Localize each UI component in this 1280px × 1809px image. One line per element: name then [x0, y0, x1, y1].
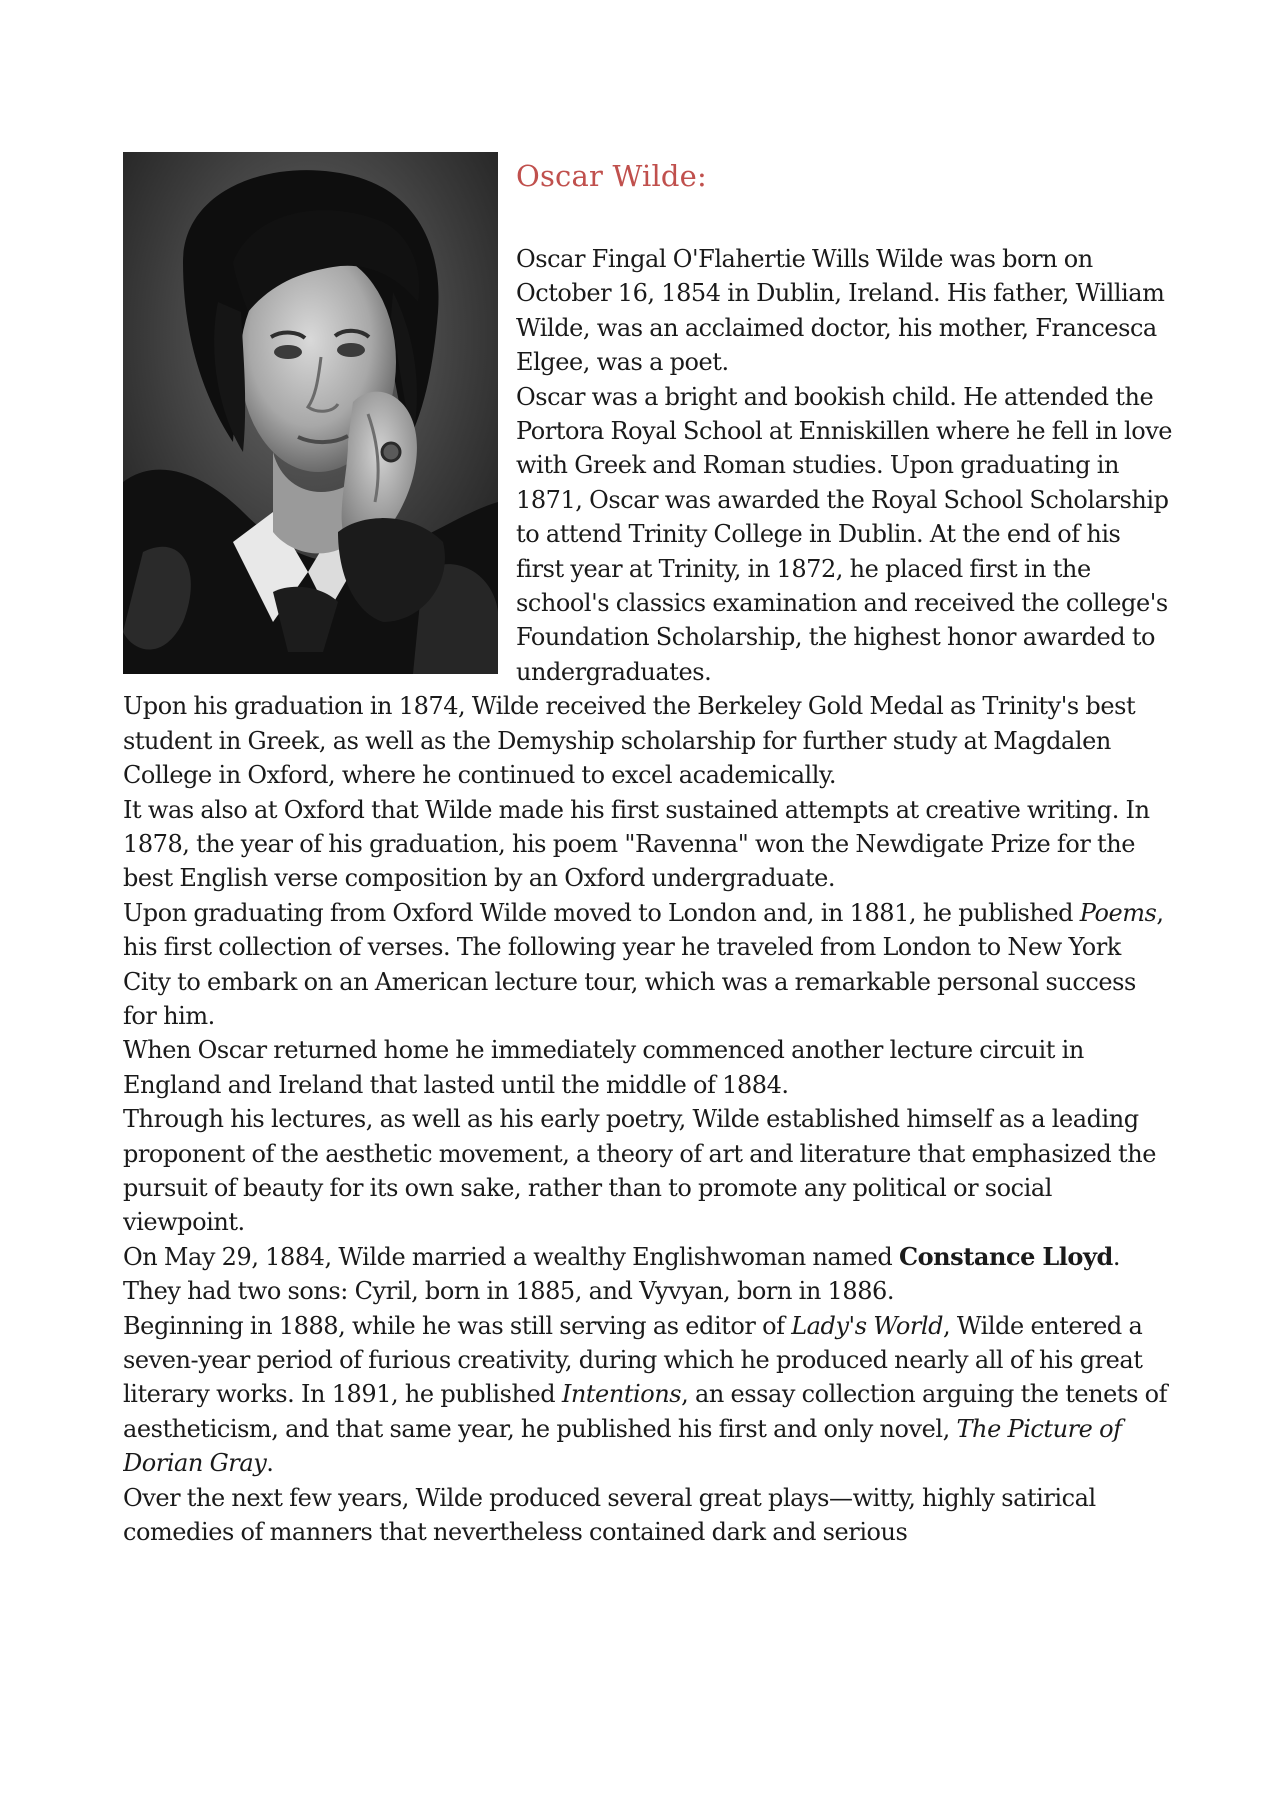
paragraph-8-text-a: On May 29, 1884, Wilde married a wealthy Englishwoman named	[123, 1242, 899, 1271]
paragraph-8	[123, 1240, 1173, 1309]
paragraph-9-text-c: , an essay collection arguing the tenets of aestheticism, and that same year, he published his first and only novel,	[123, 1380, 1168, 1443]
document-page	[123, 152, 1173, 1772]
paragraph-9-text-d: .	[266, 1449, 274, 1478]
page-title: Oscar Wilde:	[516, 159, 708, 193]
portrait-image	[123, 152, 498, 674]
paragraph-5	[123, 896, 1173, 1034]
paragraph-3: Upon his graduation in 1874, Wilde received the Berkeley Gold Medal as Trinity's best student in Greek, as well as the Demyship scholarship for further study at Magdalen College in Oxford, where he continued to excel academically.	[123, 692, 1136, 790]
paragraph-5-text-a: Upon graduating from Oxford Wilde moved to London and, in 1881, he published	[123, 898, 1080, 927]
intentions-title: Intentions	[561, 1380, 682, 1409]
paragraph-9-text-a: Beginning in 1888, while he was still serving as editor of	[123, 1311, 792, 1340]
constance-lloyd-name: Constance Lloyd	[898, 1241, 1113, 1271]
paragraph-9-text-b: , Wilde entered a seven-year period of furious creativity, during which he produced nearly all of his great literary works. In 1891, he published	[123, 1311, 1143, 1409]
paragraph-2: Oscar was a bright and bookish child. He attended the Portora Royal School at Enniskillen where he fell in love with Greek and Roman studies. Upon graduating in 1871, Oscar was awarded the Royal School Scholarship to attend Trinity College in Dublin. At the end of his first year at Trinity, in 1872, he placed first in the school's classics examination and received the college's Foundation Scholarship, the highest honor awarded to undergraduates.	[516, 382, 1173, 686]
paragraph-8-text-b: . They had two sons: Cyril, born in 1885, and Vyvyan, born in 1886.	[123, 1242, 1120, 1306]
paragraph-5-text-b: , his first collection of verses. The following year he traveled from London to New York City to embark on an American lecture tour, which was a remarkable personal success for him.	[123, 898, 1164, 1030]
ladys-world-title: Lady's World	[791, 1311, 943, 1340]
poems-title: Poems	[1079, 898, 1157, 927]
paragraph-9	[123, 1309, 1173, 1481]
paragraph-4: It was also at Oxford that Wilde made his first sustained attempts at creative writing. In 1878, the year of his graduation, his poem "Ravenna" won the Newdigate Prize for the best English verse composition by an Oxford undergraduate.	[123, 795, 1150, 893]
paragraph-1: Oscar Fingal O'Flahertie Wills Wilde was born on October 16, 1854 in Dublin, Ireland. His father, William Wilde, was an acclaimed doctor, his mother, Francesca Elgee, was a poet.	[516, 245, 1165, 377]
paragraph-10: Over the next few years, Wilde produced several great plays—witty, highly satirical comedies of manners that nevertheless contained dark and serious	[123, 1483, 1096, 1547]
paragraph-7: Through his lectures, as well as his early poetry, Wilde established himself as a leading proponent of the aesthetic movement, a theory of art and literature that emphasized the pursuit of beauty for its own sake, rather than to promote any political or social viewpoint.	[123, 1105, 1156, 1237]
portrait-photo	[123, 152, 498, 674]
dorian-gray-title: The Picture of Dorian Gray	[123, 1414, 1122, 1478]
paragraph-6: When Oscar returned home he immediately commenced another lecture circuit in England and Ireland that lasted until the middle of 1884.	[123, 1036, 1084, 1099]
